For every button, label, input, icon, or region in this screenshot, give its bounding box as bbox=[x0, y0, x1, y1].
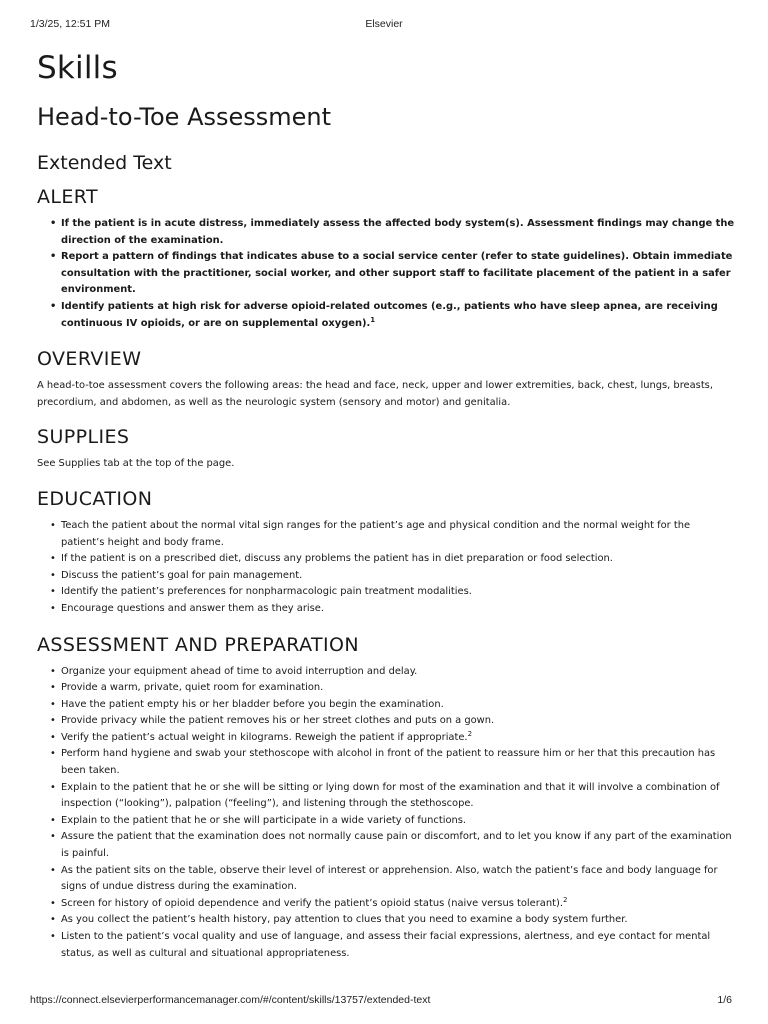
assessment-list bbox=[37, 664, 735, 963]
education-list bbox=[37, 518, 735, 618]
supplies-heading: SUPPLIES bbox=[37, 426, 130, 449]
education-item: • Teach the patient about the normal vital sign ranges for the patient’s age and physical condition and the normal weight for the patient’s height and body frame. bbox=[37, 518, 735, 551]
overview-heading: OVERVIEW bbox=[37, 348, 142, 371]
assessment-item: • Assure the patient that the examination does not normally cause pain or discomfort, and to let you know if any part of the examination is painful. bbox=[37, 829, 735, 862]
print-url: https://connect.elsevierperformancemanager.com/#/content/skills/13757/extended-text bbox=[30, 994, 431, 1006]
print-footer bbox=[30, 994, 738, 1010]
alert-item: • If the patient is in acute distress, immediately assess the affected body system(s). Assessment findings may change the direction of the examination. bbox=[37, 216, 735, 249]
assessment-item: • Perform hand hygiene and swab your stethoscope with alcohol in front of the patient to reassure him or her that this precaution has been taken. bbox=[37, 746, 735, 779]
assessment-item: • Provide a warm, private, quiet room for examination. bbox=[37, 680, 735, 697]
education-item: • If the patient is on a prescribed diet, discuss any problems the patient has in diet preparation or food selection. bbox=[37, 551, 735, 568]
overview-section bbox=[37, 348, 735, 411]
education-item: • Identify the patient’s preferences for nonpharmacologic pain treatment modalities. bbox=[37, 584, 735, 601]
assessment-item: • As the patient sits on the table, observe their level of interest or apprehension. Also, watch the patient’s face and body language for signs of undue distress during the examination. bbox=[37, 863, 735, 896]
education-item: • Discuss the patient’s goal for pain management. bbox=[37, 568, 735, 585]
alert-list bbox=[37, 216, 735, 332]
assessment-item: • As you collect the patient’s health history, pay attention to clues that you need to examine a body system further. bbox=[37, 912, 735, 929]
education-section bbox=[37, 488, 735, 618]
assessment-item: • Explain to the patient that he or she will participate in a wide variety of functions. bbox=[37, 813, 735, 830]
assessment-item: • Screen for history of opioid dependence and verify the patient’s opioid status (naive versus tolerant).$^2$ bbox=[37, 896, 735, 913]
reference-marker[interactable]: 2 bbox=[467, 729, 473, 738]
alert-item: • Report a pattern of findings that indicates abuse to a social service center (refer to state guidelines). Obtain immediate consultation with the practitioner, social worker, and other support staff to facilitate placement of the patient in a safer environment. bbox=[37, 249, 735, 299]
page-number: 1/6 bbox=[717, 994, 732, 1006]
assessment-item: • Organize your equipment ahead of time to avoid interruption and delay. bbox=[37, 664, 735, 681]
assessment-item: • Have the patient empty his or her bladder before you begin the examination. bbox=[37, 697, 735, 714]
assessment-item: • Verify the patient’s actual weight in kilograms. Reweigh the patient if appropriate.$^2$ bbox=[37, 730, 735, 747]
page-title: Head-to-Toe Assessment bbox=[37, 103, 332, 131]
assessment-heading: ASSESSMENT AND PREPARATION bbox=[37, 633, 360, 656]
alert-item: • Identify patients at high risk for adverse opioid-related outcomes (e.g., patients who have sleep apnea, are receiving continuous IV opioids, or are on supplemental oxygen).$^1$ bbox=[37, 299, 735, 332]
alert-heading: ALERT bbox=[37, 186, 99, 208]
document-content bbox=[37, 50, 735, 978]
assessment-item: • Explain to the patient that he or she will be sitting or lying down for most of the examination and that it will involve a combination of inspection (“looking”), palpation (“feeling”), and listening through the stethoscope. bbox=[37, 780, 735, 813]
category-title: Skills bbox=[37, 50, 118, 86]
assessment-item: • Listen to the patient’s vocal quality and use of language, and assess their facial expressions, alertness, and eye contact for mental status, as well as cultural and situational appropriateness. bbox=[37, 929, 735, 962]
print-site-name: Elsevier bbox=[365, 18, 403, 30]
education-item: • Encourage questions and answer them as they arise. bbox=[37, 601, 735, 618]
assessment-item: • Provide privacy while the patient removes his or her street clothes and puts on a gown. bbox=[37, 713, 735, 730]
supplies-text: See Supplies tab at the top of the page. bbox=[37, 458, 235, 470]
print-header bbox=[30, 18, 738, 34]
alert-section bbox=[37, 186, 735, 332]
page-subtitle: Extended Text bbox=[37, 152, 172, 174]
supplies-section bbox=[37, 426, 735, 473]
overview-text: A head-to-toe assessment covers the following areas: the head and face, neck, upper and lower extremities, back, chest, lungs, breasts, precordium, and abdomen, as well as the neurologic system (sensory and motor) and genitalia. bbox=[37, 380, 713, 408]
reference-marker[interactable]: 2 bbox=[562, 895, 568, 904]
assessment-section bbox=[37, 634, 735, 963]
print-datetime: 1/3/25, 12:51 PM bbox=[30, 18, 110, 30]
reference-marker[interactable]: 1 bbox=[370, 315, 376, 324]
education-heading: EDUCATION bbox=[37, 487, 153, 510]
